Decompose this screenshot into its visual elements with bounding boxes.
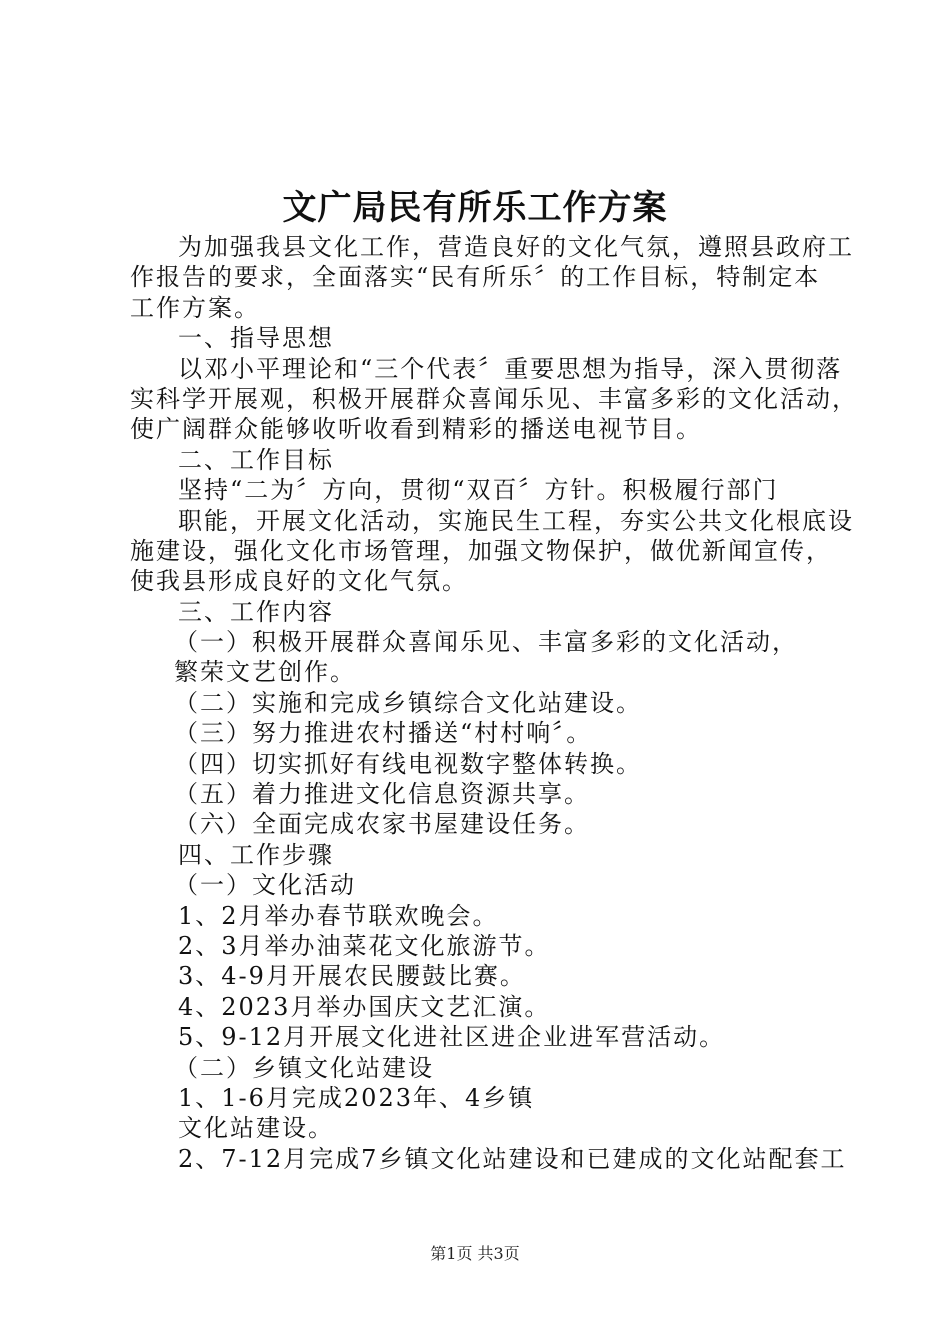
list-item: 繁荣文艺创作。	[174, 658, 356, 687]
list-item: （三）努力推进农村播送“村村响〞。	[174, 719, 593, 748]
page-number-footer: 第1页 共3页	[430, 1244, 520, 1263]
paragraph-line: 施建设，强化文化市场管理，加强文物保护，做优新闻宣传，	[130, 536, 832, 565]
list-item: （一）积极开展群众喜闻乐见、丰富多彩的文化活动，	[174, 628, 798, 657]
list-item: 4、2023月举办国庆文艺汇演。	[178, 992, 551, 1021]
section-heading: 二、工作目标	[178, 445, 334, 474]
list-item: 2、3月举办油菜花文化旅游节。	[178, 931, 551, 960]
list-item: 1、2月举办春节联欢晚会。	[178, 901, 499, 930]
list-item: （六）全面完成农家书屋建设任务。	[174, 810, 590, 839]
paragraph-line: 以邓小平理论和“三个代表〞重要思想为指导，深入贯彻落	[178, 354, 843, 383]
section-heading: 三、工作内容	[178, 597, 334, 626]
paragraph-line: 使广阔群众能够收听收看到精彩的播送电视节目。	[130, 415, 702, 444]
paragraph-line: 工作方案。	[130, 293, 260, 322]
list-item: 文化站建设。	[178, 1114, 334, 1143]
paragraph-line: 使我县形成良好的文化气氛。	[130, 567, 468, 596]
paragraph-line: 职能，开展文化活动，实施民生工程，夯实公共文化根底设	[178, 506, 854, 535]
list-item: （四）切实抓好有线电视数字整体转换。	[174, 749, 642, 778]
list-item: 1、1-6月完成2023年、4乡镇	[178, 1083, 535, 1112]
section-heading: 四、工作步骤	[178, 840, 334, 869]
paragraph-line: 作报告的要求，全面落实“民有所乐〞的工作目标，特制定本	[130, 263, 821, 292]
paragraph-line: 为加强我县文化工作，营造良好的文化气氛，遵照县政府工	[178, 233, 854, 261]
section-heading: 一、指导思想	[178, 324, 334, 353]
list-item: （二）实施和完成乡镇综合文化站建设。	[174, 688, 642, 717]
list-item: （五）着力推进文化信息资源共享。	[174, 780, 590, 809]
list-item: 5、9-12月开展文化进社区进企业进军营活动。	[178, 1023, 726, 1052]
list-item: 2、7-12月完成7乡镇文化站建设和已建成的文化站配套工	[178, 1144, 847, 1173]
paragraph-line: 实科学开展观，积极开展群众喜闻乐见、丰富多彩的文化活动，	[130, 384, 858, 413]
sub-heading: （二）乡镇文化站建设	[174, 1053, 434, 1082]
paragraph-line: 坚持“二为〞方向，贯彻“双百〞方针。积极履行部门	[178, 476, 779, 505]
document-body	[130, 232, 858, 1174]
list-item: 3、4-9月开展农民腰鼓比赛。	[178, 962, 526, 991]
sub-heading: （一）文化活动	[174, 871, 356, 900]
document-title: 文广局民有所乐工作方案	[282, 188, 668, 228]
